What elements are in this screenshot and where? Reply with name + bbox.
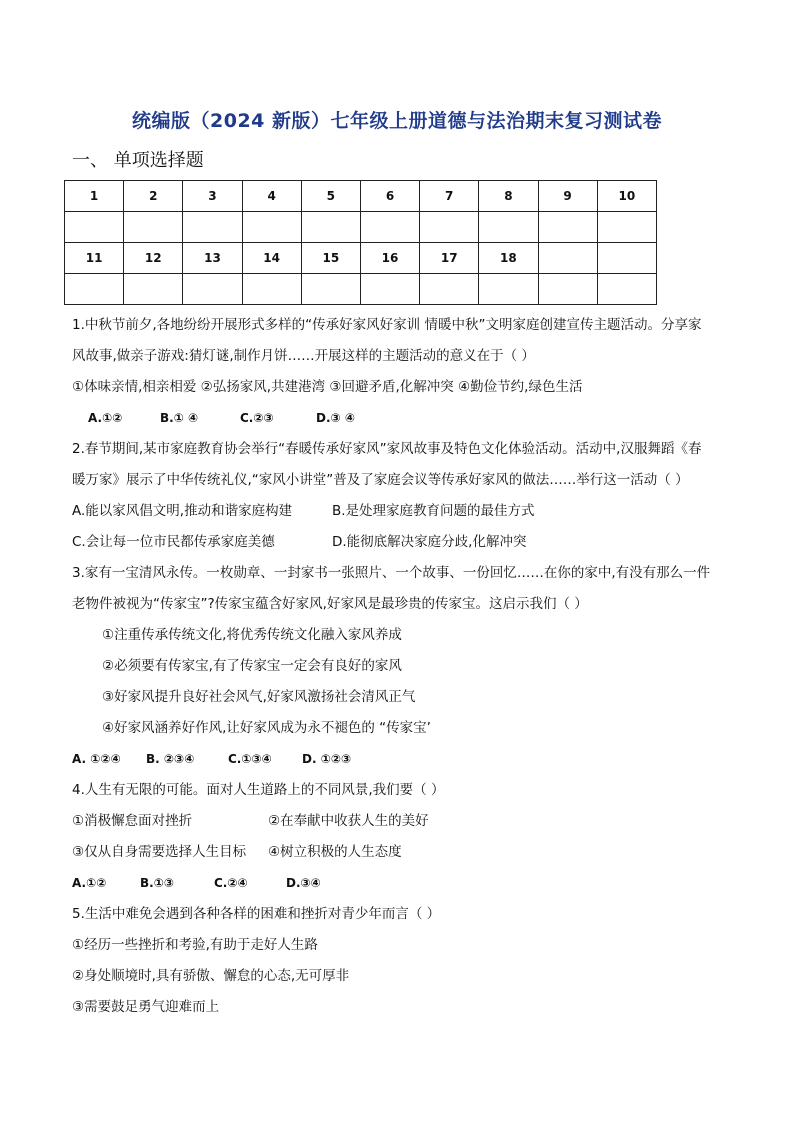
answer-row [65,274,657,305]
option-c[interactable]: C.会让每一位市民都传承家庭美德 [72,534,275,550]
option-a[interactable]: A.能以家风倡文明,推动和谐家庭构建 [72,503,293,519]
option-c[interactable]: C.②③ [240,411,274,425]
question-item: ①消极懈怠面对挫折 [72,813,193,829]
table-cell: 11 [65,243,124,274]
option-d[interactable]: D.③ ④ [316,411,356,425]
table-cell: 17 [420,243,479,274]
answer-options [72,527,732,558]
answer-cell[interactable] [301,274,360,305]
answer-cell[interactable] [538,274,597,305]
question-stem: 2.春节期间,某市家庭教育协会举行“春暖传承好家风”家风故事及特色文化体验活动。活动中,汉服舞蹈《春 [72,441,702,457]
question-item: ④好家风涵养好作风,让好家风成为永不褪色的 “传家宝’ [102,720,431,736]
question-3 [72,558,732,775]
answer-cell[interactable] [65,274,124,305]
answer-cell[interactable] [420,274,479,305]
table-cell: 6 [360,181,419,212]
answer-options [72,496,732,527]
question-5 [72,899,732,1023]
answer-cell[interactable] [420,212,479,243]
answer-cell[interactable] [301,212,360,243]
document-title: 统编版（2024 新版）七年级上册道德与法治期末复习测试卷 [132,110,662,132]
table-cell: 7 [420,181,479,212]
option-b[interactable]: B.① ④ [160,411,199,425]
question-item: ③需要鼓足勇气迎难而上 [72,999,220,1015]
answer-cell[interactable] [242,212,301,243]
table-cell: 10 [597,181,656,212]
question-item: ③仅从自身需要选择人生目标 [72,844,247,860]
answer-cell[interactable] [597,212,656,243]
answer-cell[interactable] [183,274,242,305]
question-2 [72,434,732,558]
answer-cell[interactable] [183,212,242,243]
question-stem: 风故事,做亲子游戏:猜灯谜,制作月饼……开展这样的主题活动的意义在于（ ） [72,348,535,364]
question-stem: 老物件被视为“传家宝”?传家宝蕴含好家风,好家风是最珍贵的传家宝。这启示我们（ ） [72,596,588,612]
question-stem: 暖万家》展示了中华传统礼仪,“家风小讲堂”普及了家庭会议等传承好家风的做法……举行这一活动（ ） [72,472,689,488]
table-cell: 14 [242,243,301,274]
answer-cell[interactable] [242,274,301,305]
answer-row [65,212,657,243]
answer-cell[interactable] [597,274,656,305]
option-a[interactable]: A. ①②④ [72,752,121,766]
question-items [72,837,732,868]
question-item: ④树立积极的人生态度 [268,844,402,860]
question-items: ①体味亲情,相亲相爱 ②弘扬家风,共建港湾 ③回避矛盾,化解冲突 ④勤俭节约,绿色生活 [72,379,583,395]
option-a[interactable]: A.①② [88,411,123,425]
answer-options [72,403,732,434]
table-cell: 8 [479,181,538,212]
answer-cell[interactable] [124,212,183,243]
answer-options [72,744,732,775]
table-cell: 4 [242,181,301,212]
answer-cell[interactable] [65,212,124,243]
option-d[interactable]: D.③④ [286,876,321,890]
answer-cell[interactable] [479,212,538,243]
answer-cell[interactable] [360,212,419,243]
option-d[interactable]: D. ①②③ [302,752,352,766]
option-b[interactable]: B. ②③④ [146,752,195,766]
answer-options [72,868,732,899]
table-cell: 15 [301,243,360,274]
table-row [65,181,657,212]
option-b[interactable]: B.是处理家庭教育问题的最佳方式 [332,503,535,519]
table-cell [538,243,597,274]
question-stem: 4.人生有无限的可能。面对人生道路上的不同风景,我们要（ ） [72,782,445,798]
question-item: ②必须要有传家宝,有了传家宝一定会有良好的家风 [102,658,402,674]
table-cell: 1 [65,181,124,212]
answer-cell[interactable] [360,274,419,305]
answer-cell[interactable] [124,274,183,305]
question-item: ②身处顺境时,具有骄傲、懈怠的心态,无可厚非 [72,968,350,984]
question-stem: 1.中秋节前夕,各地纷纷开展形式多样的“传承好家风好家训 情暖中秋”文明家庭创建宣传主题活动。分享家 [72,317,702,333]
question-stem: 5.生活中难免会遇到各种各样的困难和挫折对青少年而言（ ） [72,906,441,922]
table-cell [597,243,656,274]
answer-table [64,180,657,305]
table-cell: 18 [479,243,538,274]
table-cell: 16 [360,243,419,274]
question-item: ①经历一些挫折和考验,有助于走好人生路 [72,937,318,953]
table-row [65,243,657,274]
question-items [72,806,732,837]
option-a[interactable]: A.①② [72,876,107,890]
table-cell: 9 [538,181,597,212]
question-stem: 3.家有一宝清风永传。一枚勋章、一封家书一张照片、一个故事、一份回忆……在你的家中,有没有那么一件 [72,565,711,581]
table-cell: 12 [124,243,183,274]
option-b[interactable]: B.①③ [140,876,175,890]
table-cell: 2 [124,181,183,212]
section-heading: 一、 单项选择题 [72,150,204,171]
table-cell: 13 [183,243,242,274]
option-c[interactable]: C.①③④ [228,752,272,766]
question-item: ②在奉献中收获人生的美好 [268,813,429,829]
question-1 [72,310,732,434]
question-4 [72,775,732,899]
answer-cell[interactable] [479,274,538,305]
option-d[interactable]: D.能彻底解决家庭分歧,化解冲突 [332,534,527,550]
question-item: ③好家风提升良好社会风气,好家风激扬社会清风正气 [102,689,416,705]
question-item: ①注重传承传统文化,将优秀传统文化融入家风养成 [102,627,402,643]
table-cell: 5 [301,181,360,212]
table-cell: 3 [183,181,242,212]
option-c[interactable]: C.②④ [214,876,248,890]
answer-cell[interactable] [538,212,597,243]
